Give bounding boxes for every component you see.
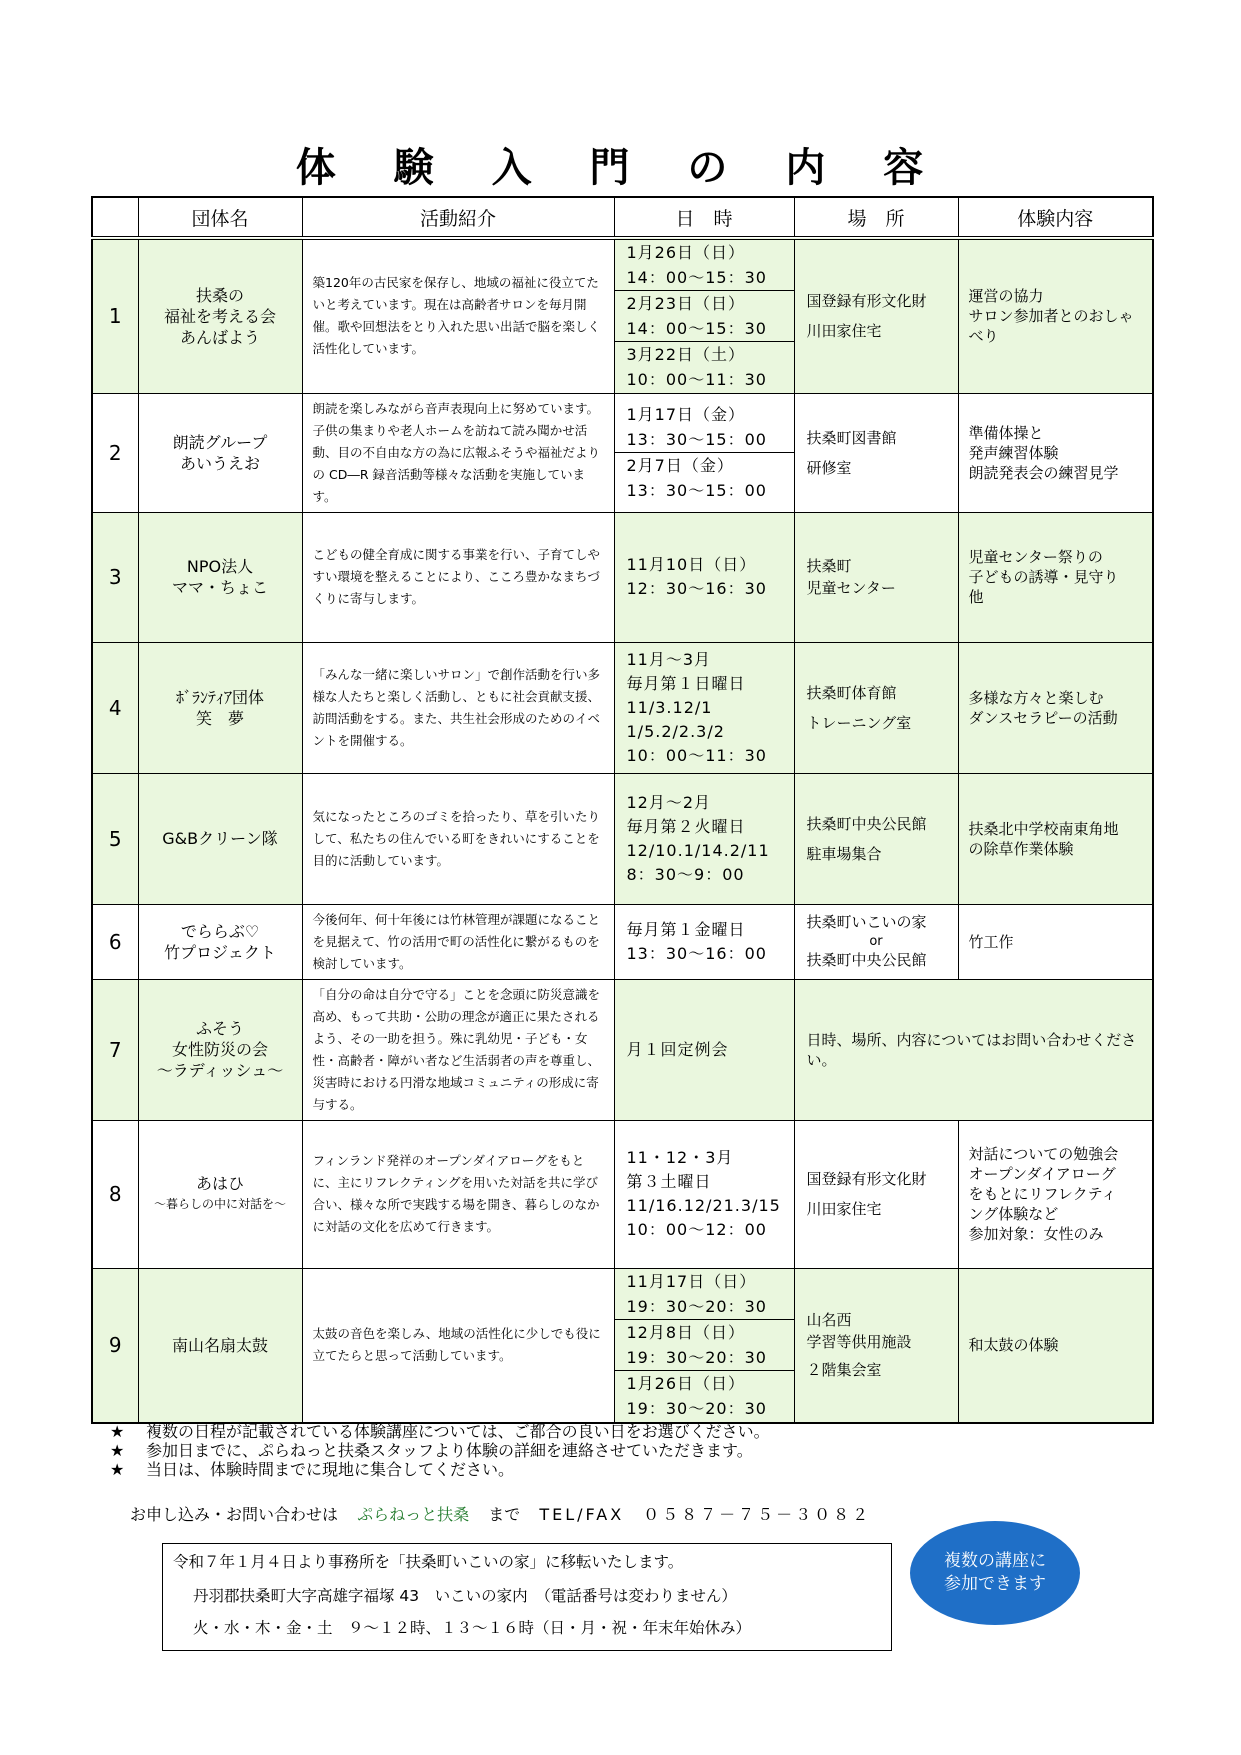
row-number: 7 [92, 979, 138, 1120]
experience: 竹工作 [958, 904, 1153, 979]
place: 国登録有形文化財 川田家住宅 [794, 238, 958, 393]
row-number: 9 [92, 1268, 138, 1423]
header-group: 団体名 [138, 197, 302, 238]
schedule: 11・12・3月 第３土曜日 11/16.12/21.3/15 10：00～12：00 [614, 1120, 794, 1268]
schedule: 11月～3月 毎月第１日曜日 11/3.12/1 1/5.2/2.3/2 10：00～11：30 [614, 642, 794, 773]
group-name: でららぶ♡ 竹プロジェクト [138, 904, 302, 979]
header-place: 場 所 [794, 197, 958, 238]
note-item: ★ 複数の日程が記載されている体験講座については、ご都合の良い日をお選びください。 [110, 1422, 770, 1441]
place: 扶桑町 児童センター [794, 512, 958, 642]
table-row [92, 773, 1153, 904]
activity-description: フィンランド発祥のオープンダイアローグをもとに、主にリフレクティングを用いた対話を共に学び合い、様々な所で実践する場を開き、暮らしのなかに対話の文化を広めて行きます。 [302, 1120, 614, 1268]
row-number: 6 [92, 904, 138, 979]
star-icon: ★ [110, 1441, 125, 1460]
experience: 和太鼓の体験 [958, 1268, 1153, 1423]
page-title: 体 験 入 門 の 内 容 [295, 144, 946, 191]
table-header-row [92, 197, 1153, 238]
row-number: 4 [92, 642, 138, 773]
header-datetime: 日 時 [614, 197, 794, 238]
place: 国登録有形文化財 川田家住宅 [794, 1120, 958, 1268]
table-row [92, 642, 1153, 773]
org-name: ぷらねっと扶桑 [357, 1505, 470, 1524]
group-name: ふそう 女性防災の会 ～ラディッシュ～ [138, 979, 302, 1120]
activity-description: 「自分の命は自分で守る」ことを念頭に防災意識を高め、もって共助・公助の理念が適正に果たされるよう、その一助を担う。殊に乳幼児・子ども・女性・高齢者・障がい者など生活弱者の声を尊重し、災害時における円滑な地域コミュニティの形成に寄与する。 [302, 979, 614, 1120]
activity-description: 今後何年、何十年後には竹林管理が課題になることを見据えて、竹の活用で町の活性化に繋がるものを検討しています。 [302, 904, 614, 979]
notes-list [110, 1422, 770, 1479]
activity-description: 気になったところのゴミを拾ったり、草を引いたりして、私たちの住んでいる町をきれいにすることを目的に活動しています。 [302, 773, 614, 904]
table-row [92, 904, 1153, 979]
activity-description: 「みんな一緒に楽しいサロン」で創作活動を行い多様な人たちと楽しく活動し、ともに社会貢献支援、訪問活動をする。また、共生社会形成のためのイベントを開催する。 [302, 642, 614, 773]
activity-description: こどもの健全育成に関する事業を行い、子育てしやすい環境を整えることにより、こころ豊かなまちづくりに寄与します。 [302, 512, 614, 642]
inquiry-note: 日時、場所、内容についてはお問い合わせください。 [794, 979, 1153, 1120]
group-name: 朗読グループ あいうえお [138, 393, 302, 512]
place: 扶桑町いこいの家 or 扶桑町中央公民館 [794, 904, 958, 979]
group-name: 扶桑の 福祉を考える会 あんばよう [138, 238, 302, 393]
activity-description: 朗読を楽しみながら音声表現向上に努めています。子供の集まりや老人ホームを訪ねて読み聞かせ活動、目の不自由な方の為に広報ふそうや福祉だよりの CD―R 録音活動等様々な活動を実施しています。 [302, 393, 614, 512]
row-number: 2 [92, 393, 138, 512]
row-number: 5 [92, 773, 138, 904]
schedule: 1月17日（金） 13：30～15：00 2月7日（金） 13：30～15：00 [614, 393, 794, 512]
note-item: ★ 参加日までに、ぷらねっと扶桑スタッフより体験の詳細を連絡させていただきます。 [110, 1441, 753, 1460]
table-row [92, 979, 1153, 1120]
schedule: 月１回定例会 [614, 979, 794, 1120]
activity-description: 太鼓の音色を楽しみ、地域の活性化に少しでも役に立てたらと思って活動しています。 [302, 1268, 614, 1423]
schedule: 12月～2月 毎月第２火曜日 12/10.1/14.2/11 8：30～9：00 [614, 773, 794, 904]
experience: 準備体操と 発声練習体験 朗読発表会の練習見学 [958, 393, 1153, 512]
place: 山名西 学習等供用施設 ２階集会室 [794, 1268, 958, 1423]
schedule: 11月17日（日） 19：30～20：30 12月8日（日） 19：30～20：30 1月26日（日） 19：30～20：30 [614, 1268, 794, 1423]
group-name: G&Bクリーン隊 [138, 773, 302, 904]
table-row [92, 1120, 1153, 1268]
table-row [92, 512, 1153, 642]
relocation-notice: 令和７年１月４日より事務所を「扶桑町いこいの家」に移転いたします。 丹羽郡扶桑町大字高雄字福塚 43 いこいの家内 （電話番号は変わりません） 火・水・木・金・土 ９～１２時、１３～１６時（日・月・祝・年末年始休み） [162, 1543, 892, 1651]
star-icon: ★ [110, 1460, 125, 1479]
row-number: 3 [92, 512, 138, 642]
activity-description: 築120年の古民家を保存し、地域の福祉に役立てたいと考えています。現在は高齢者サロンを毎月開催。歌や回想法をとり入れた思い出話で脳を楽しく活性化しています。 [302, 238, 614, 393]
experience: 運営の協力 サロン参加者とのおしゃべり [958, 238, 1153, 393]
multi-course-badge: 複数の講座に 参加できます [910, 1521, 1080, 1625]
group-name: ﾎﾞﾗﾝﾃｨｱ団体 笑 夢 [138, 642, 302, 773]
group-name: 南山名扇太鼓 [138, 1268, 302, 1423]
place: 扶桑町体育館 トレーニング室 [794, 642, 958, 773]
schedule: 毎月第１金曜日 13：30～16：00 [614, 904, 794, 979]
row-number: 8 [92, 1120, 138, 1268]
row-number: 1 [92, 238, 138, 393]
star-icon: ★ [110, 1422, 125, 1441]
header-description: 活動紹介 [302, 197, 614, 238]
group-name: あはひ ～暮らしの中に対話を～ [138, 1120, 302, 1268]
experience: 児童センター祭りの 子どもの誘導・見守り 他 [958, 512, 1153, 642]
place: 扶桑町図書館 研修室 [794, 393, 958, 512]
experience: 多様な方々と楽しむ ダンスセラピーの活動 [958, 642, 1153, 773]
table-row [92, 1268, 1153, 1423]
group-name: NPO法人 ママ・ちょこ [138, 512, 302, 642]
contact-line: お申し込み・お問い合わせは ぷらねっと扶桑 まで TEL/FAX ０５８７－７５－３０８２ [130, 1505, 872, 1524]
place: 扶桑町中央公民館 駐車場集合 [794, 773, 958, 904]
table-row [92, 238, 1153, 393]
schedule: 11月10日（日） 12：30～16：30 [614, 512, 794, 642]
schedule: 1月26日（日） 14：00～15：30 2月23日（日） 14：00～15：30 3月22日（土） 10：00～11：30 [614, 238, 794, 393]
tel-fax: TEL/FAX ０５８７－７５－３０８２ [539, 1505, 872, 1524]
note-item: ★ 当日は、体験時間までに現地に集合してください。 [110, 1460, 515, 1479]
program-table [91, 196, 1154, 1424]
experience: 対話についての勉強会 オープンダイアローグ をもとにリフレクティ ング体験など 参加対象：女性のみ [958, 1120, 1153, 1268]
header-experience: 体験内容 [958, 197, 1153, 238]
header-num [92, 197, 138, 238]
table-row [92, 393, 1153, 512]
experience: 扶桑北中学校南東角地 の除草作業体験 [958, 773, 1153, 904]
